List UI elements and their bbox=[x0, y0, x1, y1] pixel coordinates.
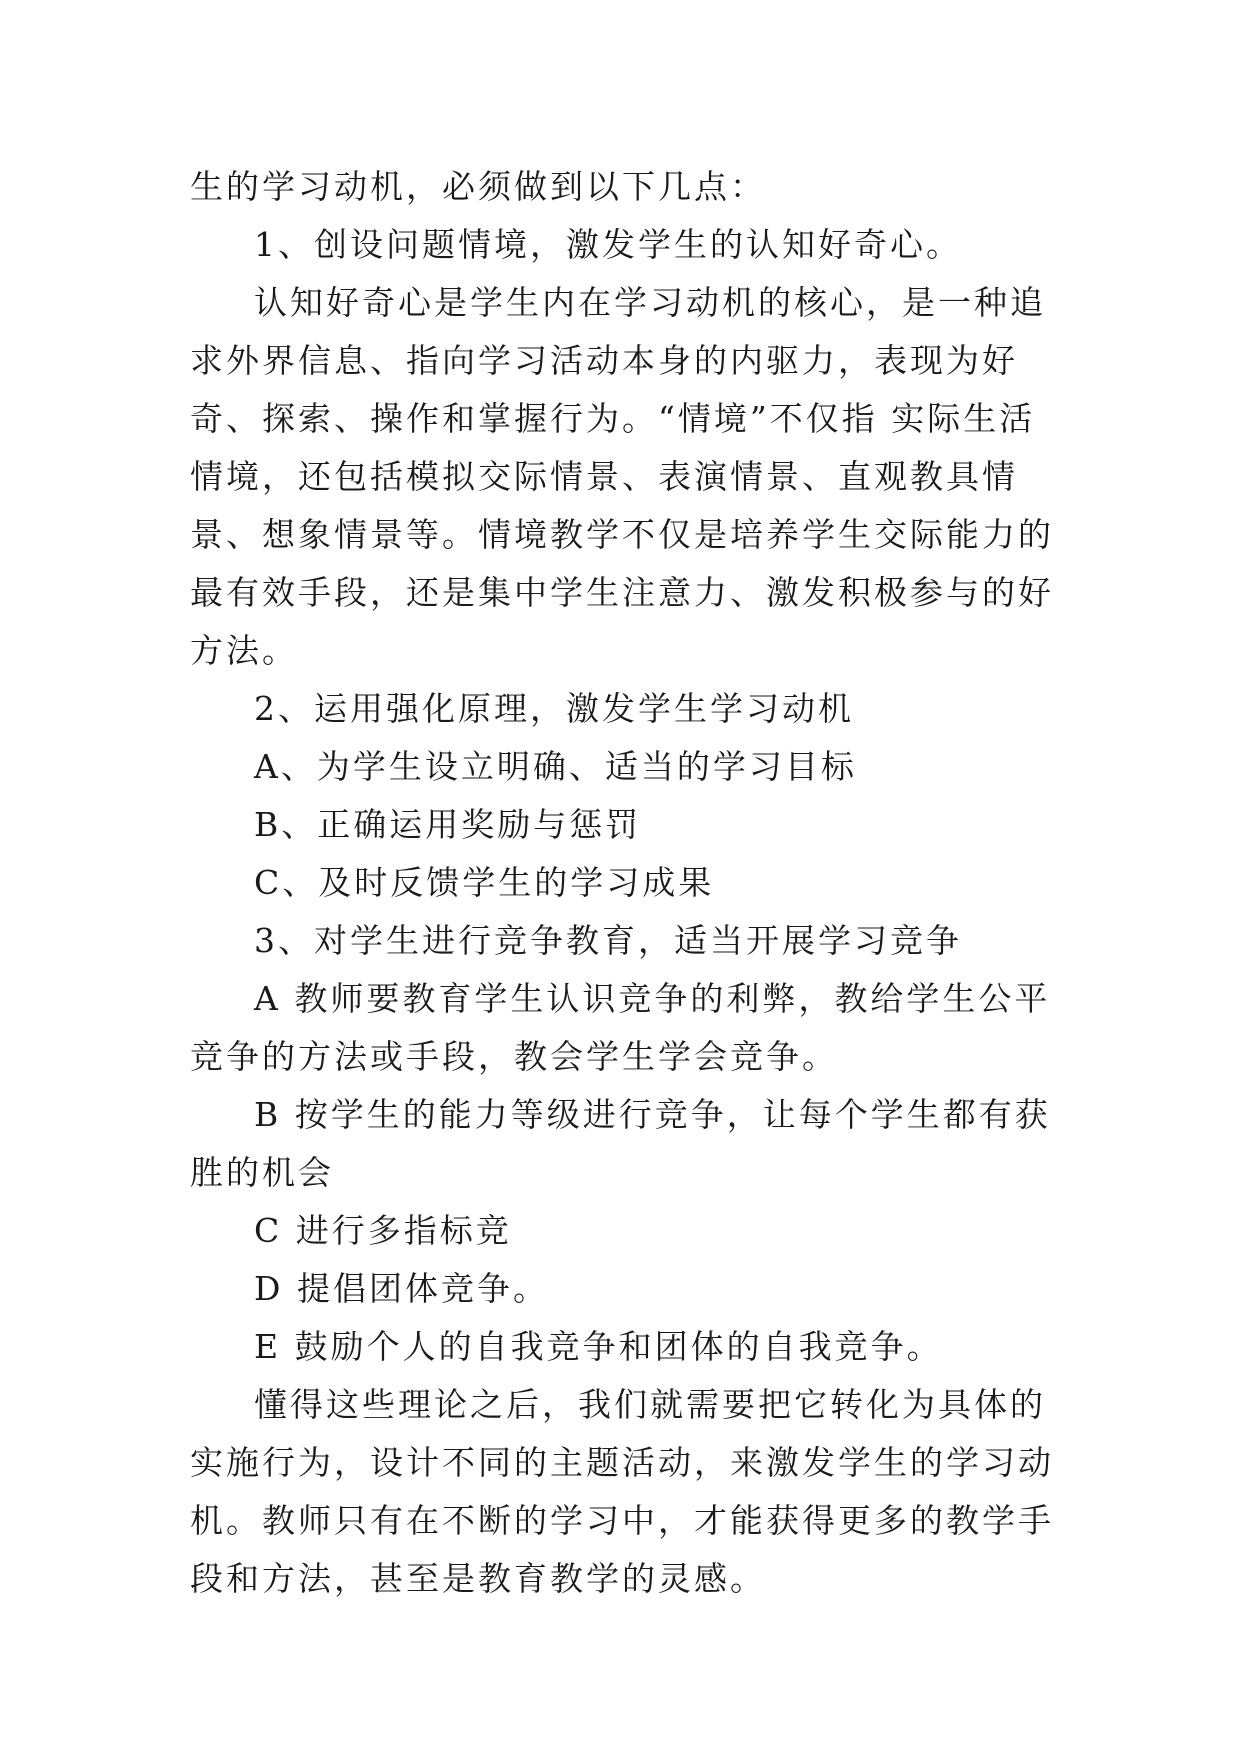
document-body bbox=[190, 158, 1070, 1608]
paragraph-item-2a: A、为学生设立明确、适当的学习目标 bbox=[254, 747, 857, 786]
paragraph-conclusion: 懂得这些理论之后，我们就需要把它转化为具体的实施行为，设计不同的主题活动，来激发学生的学习动机。教师只有在不断的学习中，才能获得更多的教学手段和方法，甚至是教育教学的灵感。 bbox=[190, 1385, 1054, 1598]
paragraph-heading-3: 3、对学生进行竞争教育，适当开展学习竞争 bbox=[254, 921, 962, 960]
paragraph-item-3c: C 进行多指标竞 bbox=[254, 1211, 512, 1250]
paragraph-curiosity: 认知好奇心是学生内在学习动机的核心，是一种追求外界信息、指向学习活动本身的内驱力，表现为好奇、探索、操作和掌握行为。“情境”不仅指 实际生活情境，还包括模拟交际情景、表演情景、直观教具情景、想象情景等。情境教学不仅是培养学生交际能力的最有效手段，还是集中学生注意力、激发积极参与的好方法。 bbox=[190, 283, 1054, 670]
paragraph-heading-2: 2、运用强化原理，激发学生学习动机 bbox=[254, 689, 854, 728]
paragraph-item-2c: C、及时反馈学生的学习成果 bbox=[254, 863, 715, 902]
paragraph-item-2b: B、正确运用奖励与惩罚 bbox=[254, 805, 642, 844]
paragraph-heading-1: 1、创设问题情境，激发学生的认知好奇心。 bbox=[254, 225, 962, 264]
paragraph-intro: 生的学习动机，必须做到以下几点： bbox=[190, 167, 766, 206]
paragraph-item-3e: E 鼓励个人的自我竞争和团体的自我竞争。 bbox=[254, 1327, 943, 1366]
paragraph-item-3b: B 按学生的能力等级进行竞争，让每个学生都有获胜的机会 bbox=[190, 1095, 1051, 1192]
paragraph-item-3a: A 教师要教育学生认识竞争的利弊，教给学生公平竞争的方法或手段，教会学生学会竞争。 bbox=[190, 979, 1051, 1076]
paragraph-item-3d: D 提倡团体竞争。 bbox=[254, 1269, 549, 1308]
